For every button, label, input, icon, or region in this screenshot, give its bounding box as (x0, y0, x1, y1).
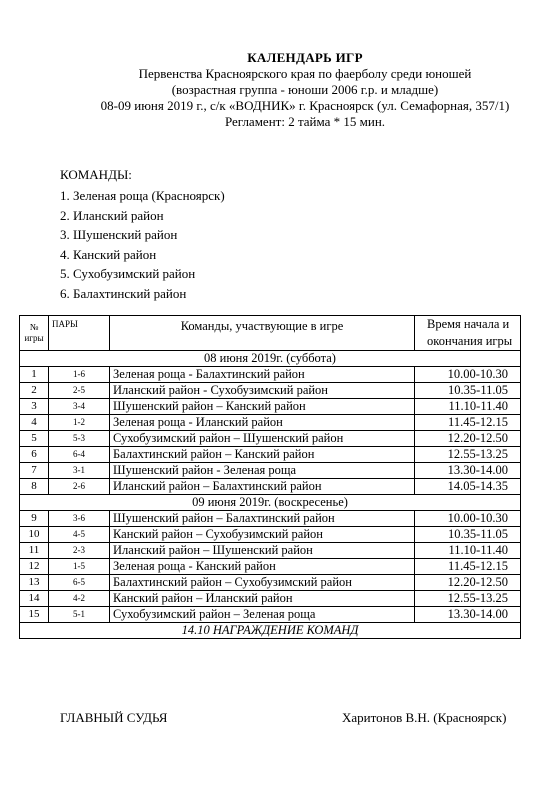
regulation-line: Регламент: 2 тайма * 15 мин. (224, 114, 386, 129)
table-row (20, 607, 521, 623)
day-heading: 09 июня 2019г. (воскресенье) (20, 495, 521, 511)
schedule-table (19, 315, 521, 639)
pair-code: 2-3 (49, 543, 110, 559)
document-header (0, 50, 550, 130)
match-teams: Шушенский район - Зеленая роща (110, 463, 415, 479)
game-number: 4 (20, 415, 49, 431)
match-time: 13.30-14.00 (415, 607, 521, 623)
day-row (20, 495, 521, 511)
pair-code: 3-1 (49, 463, 110, 479)
pair-code: 5-1 (49, 607, 110, 623)
table-row (20, 367, 521, 383)
pair-code: 1-6 (49, 367, 110, 383)
game-number: 3 (20, 399, 49, 415)
pair-code: 6-5 (49, 575, 110, 591)
table-row (20, 463, 521, 479)
game-number-header-line2: игры (24, 333, 44, 343)
game-number: 11 (20, 543, 49, 559)
team-item: 2. Иланский район (60, 207, 164, 223)
game-number: 9 (20, 511, 49, 527)
match-time: 11.45-12.15 (415, 415, 521, 431)
game-number-header-line1: № (29, 322, 39, 332)
teams-list (60, 166, 225, 303)
match-time: 10.35-11.05 (415, 383, 521, 399)
pair-code: 1-5 (49, 559, 110, 575)
game-number: 8 (20, 479, 49, 495)
game-number: 14 (20, 591, 49, 607)
table-row (20, 431, 521, 447)
match-time: 11.10-11.40 (415, 543, 521, 559)
pair-code: 4-2 (49, 591, 110, 607)
document-title: КАЛЕНДАРЬ ИГР (247, 50, 363, 65)
pair-code: 6-4 (49, 447, 110, 463)
time-header-line1: Время начала и (427, 317, 510, 331)
match-teams: Зеленая роща - Балахтинский район (110, 367, 415, 383)
award-row (20, 623, 521, 639)
match-teams: Балахтинский район – Канский район (110, 447, 415, 463)
match-time: 12.55-13.25 (415, 591, 521, 607)
match-time: 11.45-12.15 (415, 559, 521, 575)
match-time: 10.00-10.30 (415, 367, 521, 383)
match-teams: Зеленая роща - Иланский район (110, 415, 415, 431)
match-time: 12.55-13.25 (415, 447, 521, 463)
team-item: 1. Зеленая роща (Красноярск) (60, 188, 225, 203)
team-item: 5. Сухобузимский район (60, 266, 196, 281)
game-number: 15 (20, 607, 49, 623)
team-item: 4. Канский район (60, 246, 157, 262)
match-teams: Иланский район – Балахтинский район (110, 479, 415, 495)
game-number: 13 (20, 575, 49, 591)
table-row (20, 399, 521, 415)
table-row (20, 591, 521, 607)
match-time: 14.05-14.35 (415, 479, 521, 495)
pair-code: 3-4 (49, 399, 110, 415)
day-row (20, 351, 521, 367)
table-row (20, 559, 521, 575)
match-time: 12.20-12.50 (415, 431, 521, 447)
pair-code: 4-5 (49, 527, 110, 543)
award-ceremony: 14.10 НАГРАЖДЕНИЕ КОМАНД (20, 623, 521, 639)
match-teams: Шушенский район – Балахтинский район (110, 511, 415, 527)
pair-code: 2-5 (49, 383, 110, 399)
match-teams: Канский район – Иланский район (110, 591, 415, 607)
match-time: 12.20-12.50 (415, 575, 521, 591)
table-row (20, 447, 521, 463)
match-teams: Сухобузимский район – Зеленая роща (110, 607, 415, 623)
pair-code: 5-3 (49, 431, 110, 447)
team-item: 6. Балахтинский район (60, 285, 187, 301)
table-row (20, 575, 521, 591)
time-header (415, 316, 521, 351)
table-row (20, 511, 521, 527)
age-group-line: (возрастная группа - юноши 2006 г.р. и младше) (171, 82, 439, 97)
match-teams: Сухобузимский район – Шушенский район (110, 431, 415, 447)
pair-code: 2-6 (49, 479, 110, 495)
match-time: 10.00-10.30 (415, 511, 521, 527)
table-row (20, 383, 521, 399)
chief-judge-name: Харитонов В.Н. (Красноярск) (342, 710, 507, 725)
pair-code: 3-6 (49, 511, 110, 527)
game-number: 5 (20, 431, 49, 447)
table-row (20, 543, 521, 559)
game-number-header (20, 316, 49, 351)
game-number: 10 (20, 527, 49, 543)
teams-heading: КОМАНДЫ: (60, 167, 132, 182)
table-row (20, 479, 521, 495)
game-number: 7 (20, 463, 49, 479)
match-time: 13.30-14.00 (415, 463, 521, 479)
table-row (20, 527, 521, 543)
match-teams: Иланский район - Сухобузимский район (110, 383, 415, 399)
teams-header: Команды, участвующие в игре (110, 316, 415, 351)
match-time: 10.35-11.05 (415, 527, 521, 543)
game-number: 6 (20, 447, 49, 463)
match-teams: Иланский район – Шушенский район (110, 543, 415, 559)
match-teams: Балахтинский район – Сухобузимский район (110, 575, 415, 591)
chief-judge-label: ГЛАВНЫЙ СУДЬЯ (60, 710, 168, 725)
game-number: 1 (20, 367, 49, 383)
day-heading: 08 июня 2019г. (суббота) (20, 351, 521, 367)
time-header-line2: окончания игры (427, 334, 513, 348)
match-teams: Канский район – Сухобузимский район (110, 527, 415, 543)
championship-line: Первенства Красноярского края по фаерболу среди юношей (138, 66, 472, 81)
game-number: 2 (20, 383, 49, 399)
team-item: 3. Шушенский район (60, 227, 178, 242)
date-venue-line: 08-09 июня 2019 г., с/к «ВОДНИК» г. Красноярск (ул. Семафорная, 357/1) (100, 98, 510, 113)
table-row (20, 415, 521, 431)
pair-code: 1-2 (49, 415, 110, 431)
match-time: 11.10-11.40 (415, 399, 521, 415)
pairs-header: ПАРЫ (49, 316, 110, 351)
game-number: 12 (20, 559, 49, 575)
match-teams: Зеленая роща - Канский район (110, 559, 415, 575)
table-header-row (20, 316, 521, 351)
match-teams: Шушенский район – Канский район (110, 399, 415, 415)
